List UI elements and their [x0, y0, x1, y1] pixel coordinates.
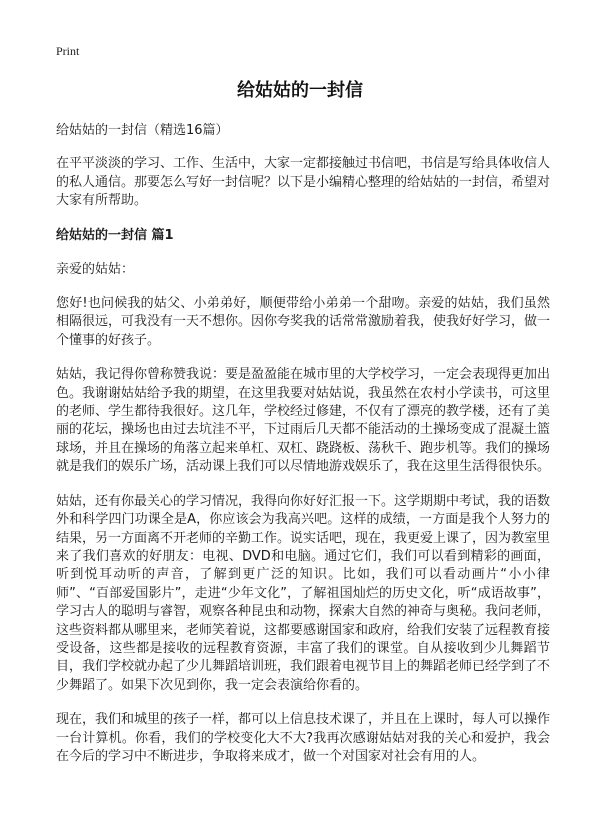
intro-paragraph: 在平平淡淡的学习、工作、生活中，大家一定都接触过书信吧，书信是写给具体收信人的私人通信。那要怎么写好一封信呢？以下是小编精心整理的给姑姑的一封信，希望对大家有所帮助。 — [56, 156, 551, 209]
letter-paragraph-1: 您好!也问候我的姑父、小弟弟好，顺便带给小弟弟一个甜吻。亲爱的姑姑，我们虽然相隔很远，可我没有一天不想你。因你夸奖我的话常常激励着我，使我好好学习，做一个懂事的好孩子。 — [56, 296, 551, 348]
letter-greeting: 亲爱的姑姑： — [56, 261, 135, 277]
letter-paragraph-3: 姑姑，还有你最关心的学习情况，我得向你好好汇报一下。这学期期中考试，我的语数外和科学四门功课全是A，你应该会为我高兴吧。这样的成绩，一方面是我个人努力的结果，另一方面离不开老师的辛勤工作。说实话吧，现在，我更爱上课了，因为教室里来了我们喜欢的好朋友：电视、DVD和电脑。通过它们，我们可以看到精彩的画面，听到悦耳动听的声音，了解到更广泛的知识。比如，我们可以看动画片“小小律师”、“百部爱国影片”，走进“少年文化”，了解祖国灿烂的历史文化，听“成语故事”，学习古人的聪明与睿智，观察各种昆虫和动物，探索大自然的神奇与奥秘。我问老师，这些资料都从哪里来，老师笑着说，这都要感谢国家和政府，给我们安装了远程教育接受设备，这些都是接收的远程教育资源，丰富了我们的课堂。自从接收到少儿舞蹈节目，我们学校就办起了少儿舞蹈培训班，我们跟着电视节目上的舞蹈老师已经学到了不少舞蹈了。如果下次见到你，我一定会表演给你看的。 — [56, 493, 551, 693]
print-link[interactable]: Print — [56, 44, 80, 58]
page-title: 给姑姑的一封信 — [237, 80, 363, 101]
document-body — [56, 122, 550, 782]
letter-paragraph-2: 姑姑，我记得你曾称赞我说：要是盈盈能在城市里的大学校学习，一定会表现得更加出色。我谢谢姑姑给予我的期望，在这里我要对姑姑说，我虽然在农村小学读书，可这里的老师、学生都待我很好。这几年，学校经过修建，不仅有了漂亮的教学楼，还有了美丽的花坛，操场也由过去坑洼不平，下过雨后几天都不能活动的土操场变成了混凝土篮球场，并且在操场的角落立起来单杠、双杠、跷跷板、荡秋千、跑步机等。我们的操场就是我们的娱乐广场，活动课上我们可以尽情地游戏娱乐了，我在这里生活得很快乐。 — [56, 367, 551, 475]
document-subtitle: 给姑姑的一封信（精选16篇） — [56, 123, 229, 138]
letter-paragraph-4: 现在，我们和城里的孩子一样，都可以上信息技术课了，并且在上课时，每人可以操作一台计算机。你看，我们的学校变化大不大?我再次感谢姑姑对我的关心和爱护，我会在今后的学习中不断进步，争取将来成才，做一个对国家对社会有用的人。 — [56, 712, 551, 764]
section-heading: 给姑姑的一封信 篇1 — [56, 227, 174, 243]
